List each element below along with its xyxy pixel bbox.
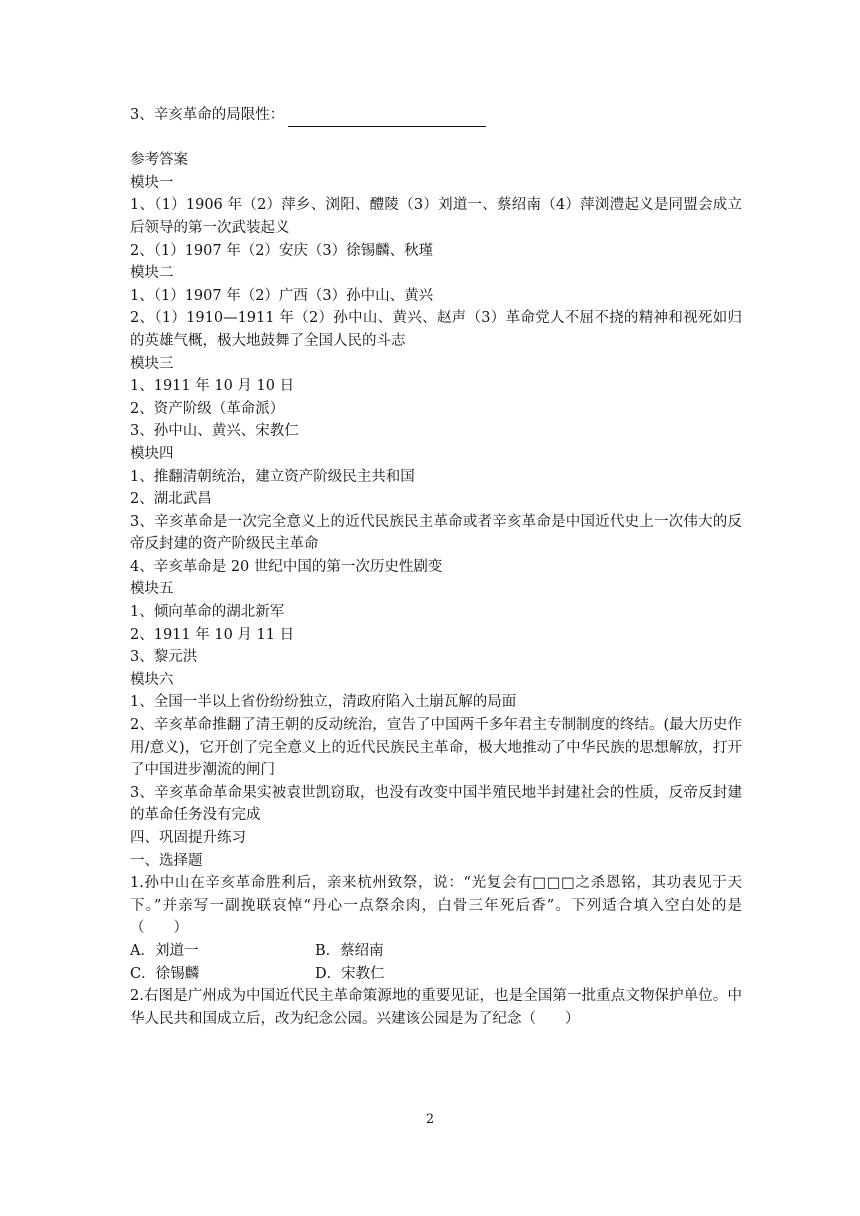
spacer [130,127,742,150]
module-3-item: 1、1911 年 10 月 10 日 [130,378,295,395]
option-b[interactable]: B．蔡绍南 [315,942,384,959]
page-content [130,104,742,1030]
module-4-item: 4、辛亥革命是 20 世纪中国的第一次历史性剧变 [130,558,443,575]
module-1-item: 2、（1）1907 年（2）安庆（3）徐锡麟、秋瑾 [130,242,434,259]
module-5-title: 模块五 [130,581,174,598]
question-1-options-row [130,963,742,986]
module-4-item: 2、湖北武昌 [130,491,212,508]
module-3-item: 2、资产阶级（革命派） [130,400,285,417]
module-5-item: 1、倾向革命的湖北新军 [130,604,285,621]
section-4-title: 四、巩固提升练习 [130,830,246,846]
module-4-item: 3、辛亥革命是一次完全意义上的近代民族民主革命或者辛亥革命是中国近代史上一次伟大的反帝反封建的资产阶级民主革命 [130,513,742,553]
option-c[interactable]: C．徐锡麟 [130,965,200,982]
page-number: 2 [425,1112,435,1127]
module-5-item: 2、1911 年 10 月 11 日 [130,626,295,643]
module-1-item: 1、（1）1906 年（2）萍乡、浏阳、醴陵（3）刘道一、蔡绍南（4）萍浏澧起义是同盟会成立后领导的第一次武装起义 [130,197,742,236]
module-6-item: 1、全国一半以上省份纷纷独立，清政府陷入土崩瓦解的局面 [130,694,517,711]
question-1-options-row [130,940,742,963]
question-3-limitations [130,104,742,127]
module-5-item: 3、黎元洪 [130,649,198,666]
answers-title: 参考答案 [130,152,188,169]
module-6-item: 3、辛亥革命革命果实被袁世凯窃取，也没有改变中国半殖民地半封建社会的性质，反帝反封建的革命任务没有完成 [130,784,742,824]
module-1-title: 模块一 [130,174,174,191]
question-3-label: 3、辛亥革命的局限性： [130,107,285,123]
module-2-item: 2、（1）1910—1911 年（2）孙中山、黄兴、赵声（3）革命党人不屈不挠的精神和视死如归的英雄气概，极大地鼓舞了全国人民的斗志 [130,310,742,349]
module-2-title: 模块二 [130,265,174,282]
option-d[interactable]: D．宋教仁 [315,965,385,982]
answer-blank[interactable] [288,110,486,127]
option-a[interactable]: A．刘道一 [130,942,199,959]
choice-section-title: 一、选择题 [130,852,203,869]
module-3-title: 模块三 [130,355,174,372]
module-2-item: 1、（1）1907 年（2）广西（3）孙中山、黄兴 [130,287,434,304]
question-2-stem: 2.右图是广州成为中国近代民主革命策源地的重要见证，也是全国第一批重点文物保护单位。中华人民共和国成立后，改为纪念公园。兴建该公园是为了纪念（ ） [130,988,742,1027]
module-3-item: 3、孙中山、黄兴、宋教仁 [130,423,299,440]
module-4-title: 模块四 [130,445,174,462]
module-6-item: 2、辛亥革命推翻了清王朝的反动统治，宣告了中国两千多年君主专制制度的终结。(最大历史作用/意义)，它开创了完全意义上的近代民族民主革命，极大地推动了中华民族的思想解放，打开了中国进步潮流的闸门 [130,717,742,779]
module-6-title: 模块六 [130,671,174,688]
module-4-item: 1、推翻清朝统治，建立资产阶级民主共和国 [130,468,415,485]
question-1-stem: 1.孙中山在辛亥革命胜利后，亲来杭州致祭，说：“光复会有□□□之杀恩铭，其功表见于天下。”并亲写一副挽联哀悼“丹心一点祭余肉，白骨三年死后香”。下列适合填入空白处的是（ ） [130,875,742,937]
